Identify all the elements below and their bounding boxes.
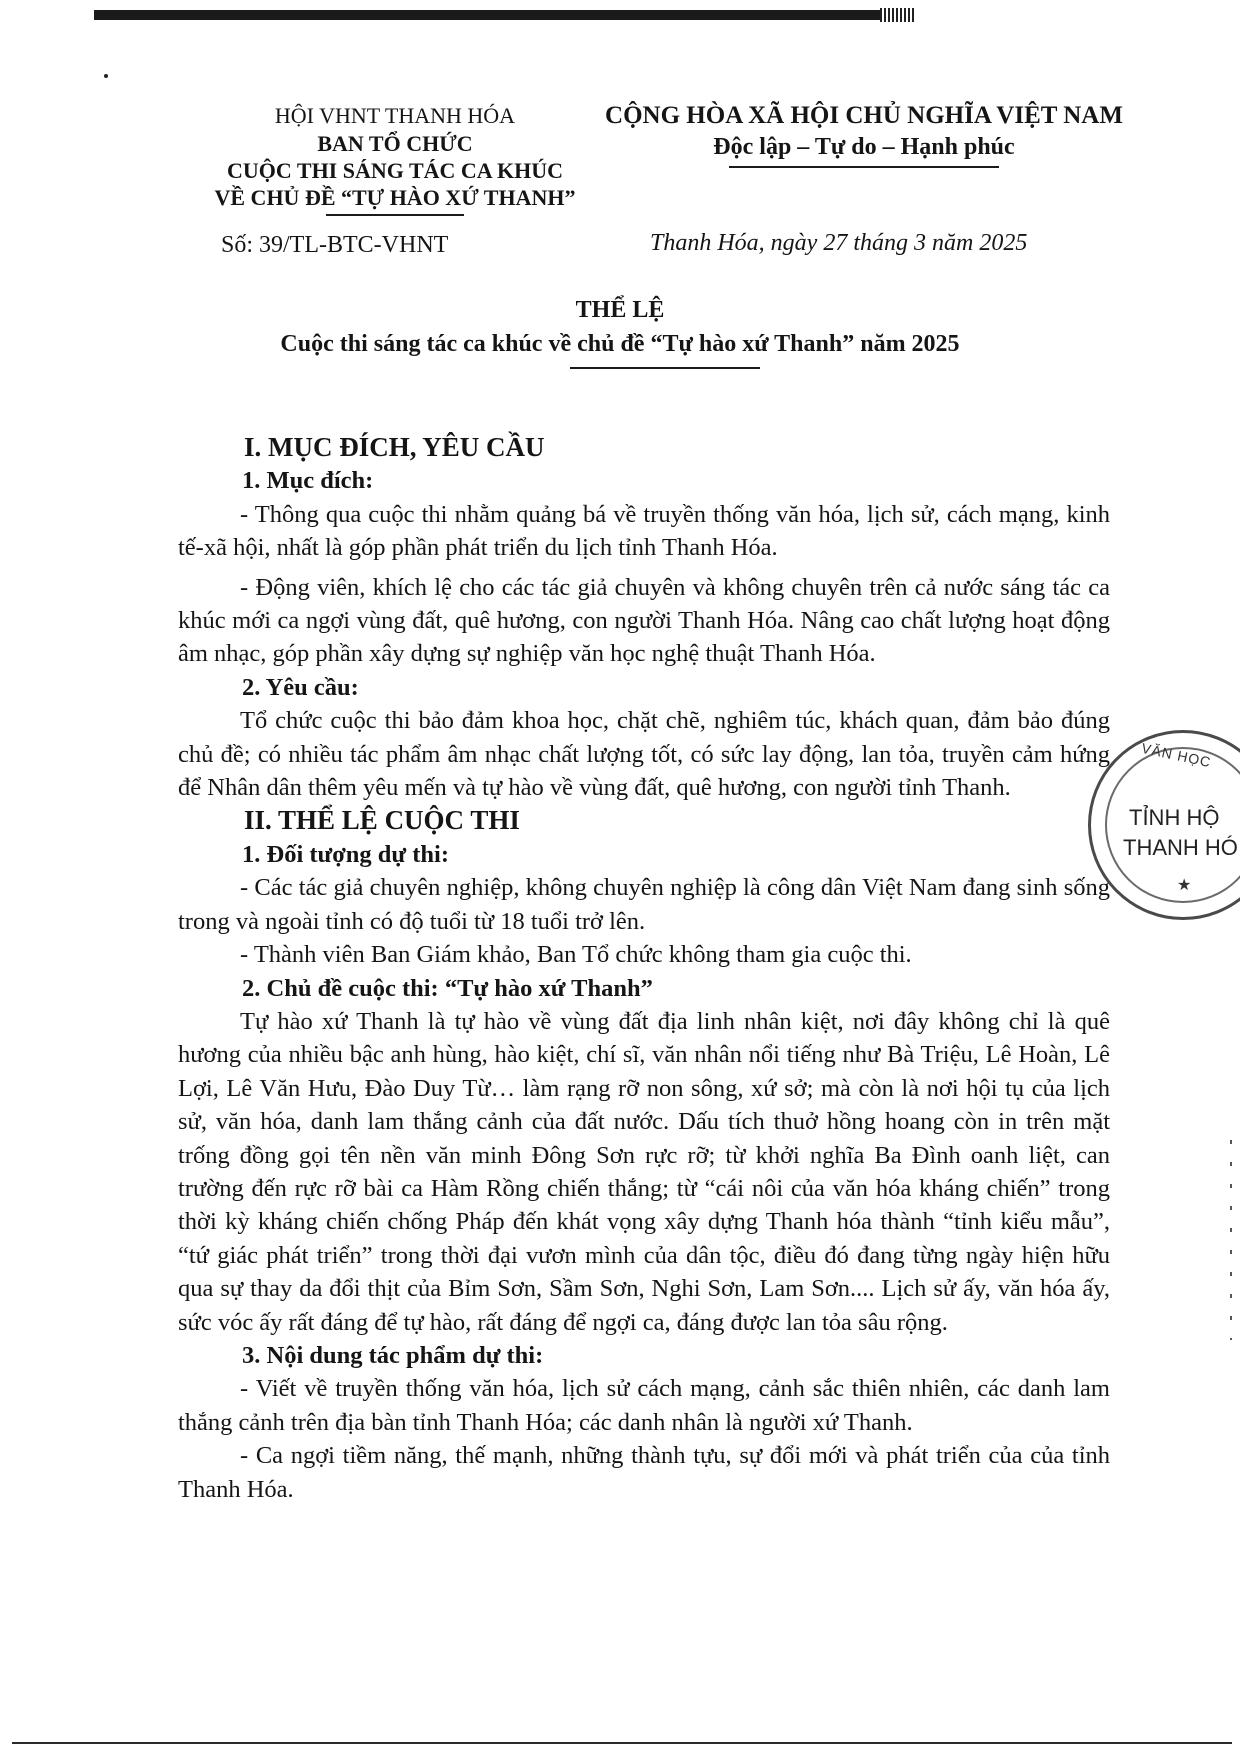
subtitle-underline	[570, 367, 760, 369]
seal-star-icon: ★	[1177, 877, 1192, 894]
paragraph: Tổ chức cuộc thi bảo đảm khoa học, chặt chẽ, nghiêm túc, khách quan, đảm bảo đúng chủ đề; có nhiều tác phẩm âm nhạc chất lượng tốt, có sức lay động, lan tỏa, truyền cảm hứng để Nhân dân thêm yêu mến và tự hào về vùng đất, quê hương, con người tỉnh Thanh.	[178, 707, 1110, 802]
header-left-underline	[326, 214, 464, 216]
paragraph: Tự hào xứ Thanh là tự hào về vùng đất địa linh nhân kiệt, nơi đây không chỉ là quê hương của nhiều bậc anh hùng, hào kiệt, chí sĩ, văn nhân nổi tiếng như Bà Triệu, Lê Hoàn, Lê Lợi, Lê Văn Hưu, Đào Duy Từ… làm rạng rỡ non sông, xứ sở; mà còn là nơi hội tụ của lịch sử, văn hóa, danh lam thắng cảnh của đất nước. Dấu tích thuở hồng hoang còn in trên mặt trống đồng gọi tên nền văn minh Đông Sơn rực rỡ; từ khởi nghĩa Ba Đình oanh liệt, can trường đến rực rỡ bài ca Hàm Rồng chiến thắng; từ “cái nôi của văn hóa kháng chiến” trong thời kỳ kháng chiến chống Pháp đến khát vọng xây dựng Thanh hóa thành “tỉnh kiểu mẫu”, “tứ giác phát triển” trong thời đại vươn mình của dân tộc, điều đó đang từng ngày hiện hữu qua sự thay da đổi thịt của Bỉm Sơn, Sầm Sơn, Nghi Sơn, Lam Sơn.... Lịch sử ấy, văn hóa ấy, sức vóc ấy rất đáng để tự hào, rất đáng để ngợi ca, đáng được lan tỏa sâu rộng.	[178, 1007, 1110, 1336]
section-heading-purpose: I. MỤC ĐÍCH, YÊU CẦU	[244, 432, 545, 462]
paragraph: - Động viên, khích lệ cho các tác giả chuyên và không chuyên trên cả nước sáng tác ca khúc mới ca ngợi vùng đất, quê hương, con người Thanh Hóa. Nâng cao chất lượng hoạt động âm nhạc, góp phần xây dựng sự nghiệp văn học nghệ thuật Thanh Hóa.	[178, 573, 1110, 668]
scan-border-bottom	[12, 1742, 1232, 1744]
national-heading-block	[584, 100, 1144, 168]
contest-name-line1: CUỘC THI SÁNG TÁC CA KHÚC	[227, 158, 563, 183]
paragraph: - Ca ngợi tiềm năng, thế mạnh, những thành tựu, sự đổi mới và phát triển của của tỉnh Thanh Hóa.	[178, 1442, 1110, 1503]
subsection-heading-participants: 1. Đối tượng dự thi:	[242, 840, 450, 868]
contest-name-line2: VỀ CHỦ ĐỀ “TỰ HÀO XỨ THANH”	[214, 185, 576, 210]
paragraph: - Các tác giả chuyên nghiệp, không chuyên nghiệp là công dân Việt Nam đang sinh sống trong và ngoài tỉnh có độ tuổi từ 18 tuổi trở lên.	[178, 874, 1110, 935]
scan-speck	[104, 74, 108, 78]
official-seal-stamp	[1088, 730, 1240, 920]
organizing-committee: BAN TỔ CHỨC	[317, 131, 473, 156]
seal-text-line1: TỈNH HỘ	[1129, 805, 1220, 830]
subsection-heading-requirements: 2. Yêu cầu:	[242, 673, 359, 701]
document-subtitle: Cuộc thi sáng tác ca khúc về chủ đề “Tự hào xứ Thanh” năm 2025	[280, 331, 960, 357]
motto-underline	[729, 166, 999, 168]
paragraph: - Thành viên Ban Giám khảo, Ban Tổ chức không tham gia cuộc thi.	[240, 941, 912, 969]
national-title: CỘNG HÒA XÃ HỘI CHỦ NGHĨA VIỆT NAM	[605, 102, 1123, 129]
paragraph: - Viết về truyền thống văn hóa, lịch sử cách mạng, cảnh sắc thiên nhiên, các danh lam thắng cảnh trên địa bàn tỉnh Thanh Hóa; các danh nhân là người xứ Thanh.	[178, 1375, 1110, 1436]
seal-text-line2: THANH HÓ	[1123, 835, 1238, 860]
issuing-organization-block	[190, 102, 600, 216]
scan-border-top	[94, 10, 914, 20]
document-number: Số: 39/TL-BTC-VHNT	[221, 232, 449, 258]
document-body	[178, 431, 1110, 1506]
seal-arc-text: VĂN HỌC	[1140, 739, 1213, 771]
subsection-heading-theme: 2. Chủ đề cuộc thi: “Tự hào xứ Thanh”	[242, 974, 653, 1002]
page-edge-marks	[1230, 1140, 1232, 1340]
subsection-heading-purpose: 1. Mục đích:	[242, 467, 374, 495]
paragraph: - Thông qua cuộc thi nhằm quảng bá về truyền thống văn hóa, lịch sử, cách mạng, kinh tế-xã hội, nhất là góp phần phát triển du lịch tỉnh Thanh Hóa.	[178, 500, 1110, 562]
scan-barcode-marks	[880, 8, 916, 22]
place-and-date: Thanh Hóa, ngày 27 tháng 3 năm 2025	[650, 230, 1028, 256]
section-heading-rules: II. THỂ LỆ CUỘC THI	[244, 805, 520, 836]
organization-name: HỘI VHNT THANH HÓA	[274, 103, 516, 128]
subsection-heading-content: 3. Nội dung tác phẩm dự thi:	[242, 1341, 544, 1369]
document-title: THỂ LỆ	[575, 297, 665, 323]
national-motto: Độc lập – Tự do – Hạnh phúc	[713, 134, 1015, 160]
